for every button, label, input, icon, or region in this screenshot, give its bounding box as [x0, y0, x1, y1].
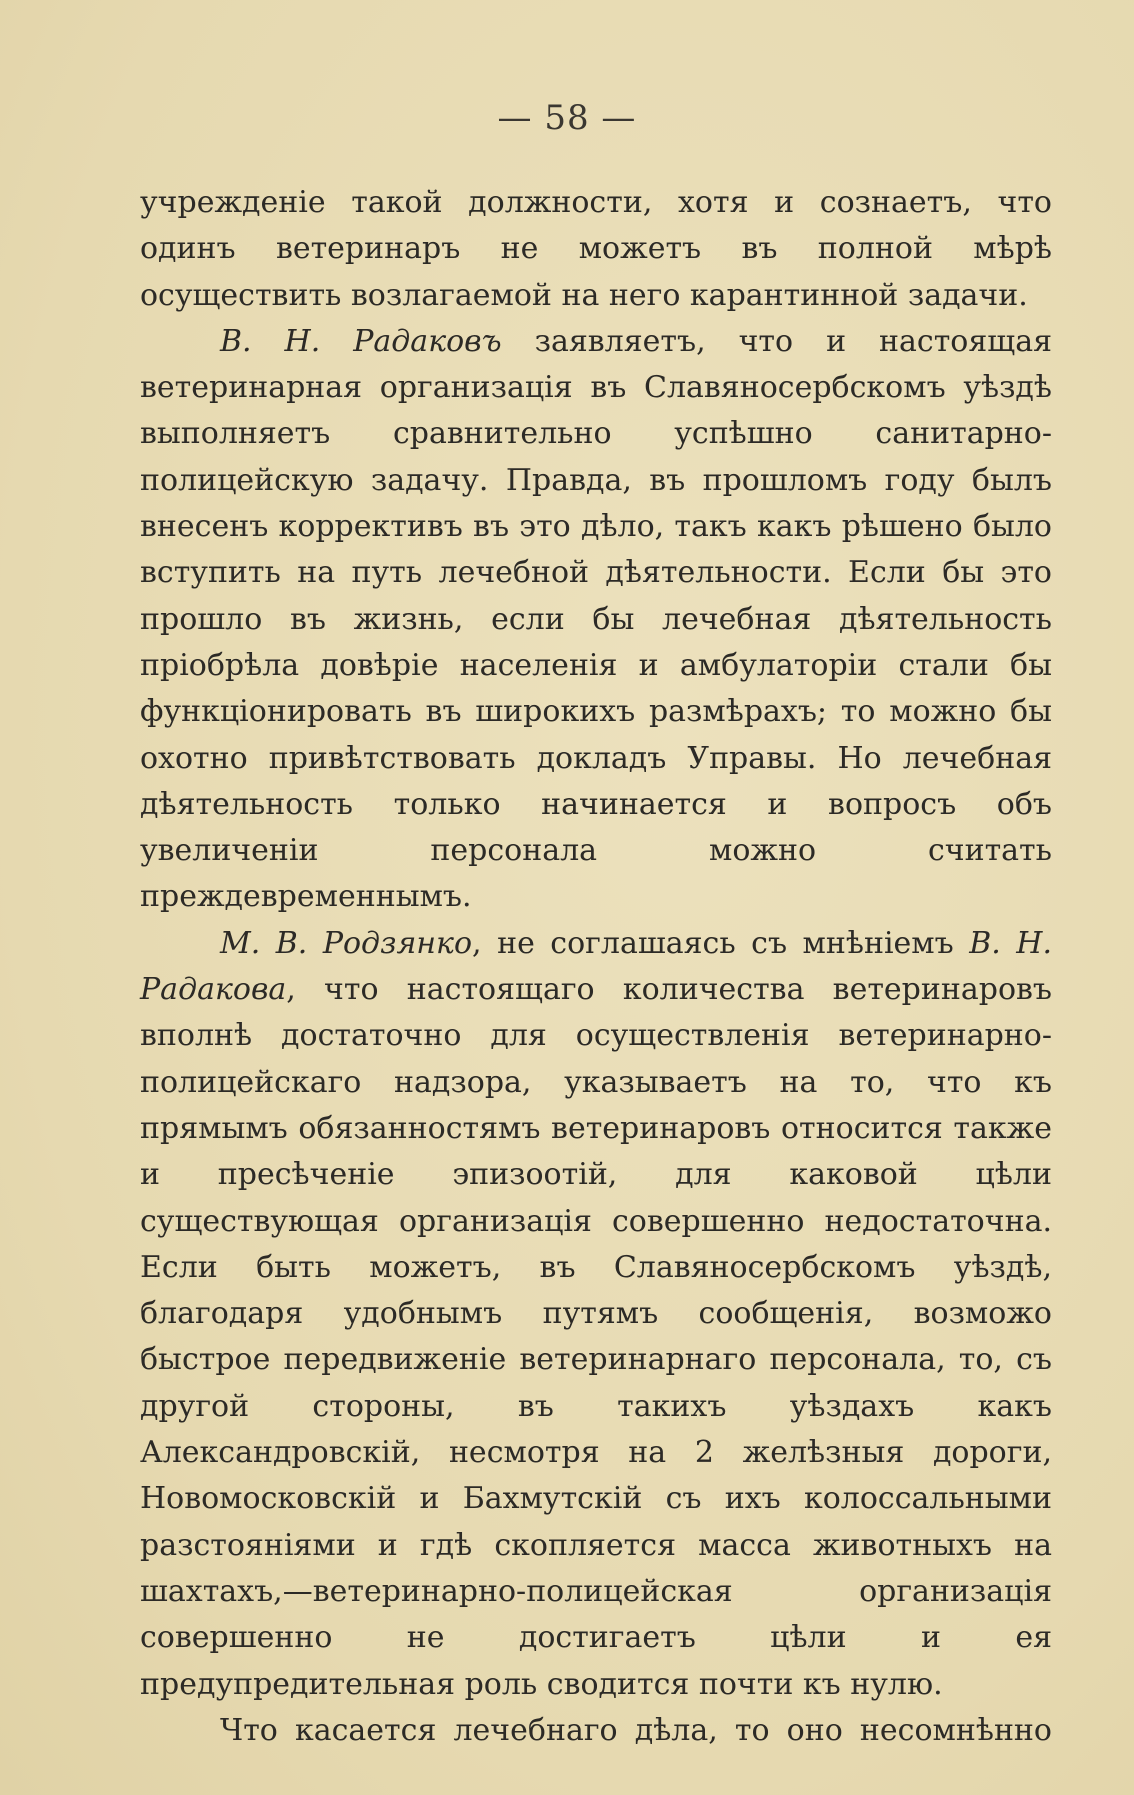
paragraph-3-text-a: , не соглашаясь съ мнѣніемъ	[472, 925, 970, 961]
speaker-rodzianko: М. В. Родзянко	[220, 925, 473, 961]
paragraph-4: Что касается лечебнаго дѣла, то оно несомнѣнно	[220, 1712, 1052, 1748]
speaker-radakov-genitive: В. Н. Радакова	[140, 925, 1052, 1008]
paragraph-1: учрежденіе такой должности, хотя и сознаетъ, что одинъ ветеринаръ не можетъ въ полной мѣрѣ осуществить возлагаемой на него карантинной задачи.	[140, 185, 1052, 313]
body-text	[140, 180, 1052, 1754]
paragraph-2-text: заявляетъ, что и настоящая ветеринарная организація въ Славяносербскомъ уѣздѣ выполняетъ сравнительно успѣшно санитарно-полицейскую задачу. Правда, въ прошломъ году былъ внесенъ коррективъ въ это дѣло, такъ какъ рѣшено было вступить на путь лечебной дѣятельности. Если бы это прошло въ жизнь, если бы лечебная дѣятельность пріобрѣла довѣріе населенія и амбулаторіи стали бы функціонировать въ широкихъ размѣрахъ; то можно бы охотно привѣтствовать докладъ Управы. Но лечебная дѣятельность только начинается и вопросъ объ увеличеніи персонала можно считать преждевременнымъ.	[140, 323, 1053, 915]
paragraph-2	[140, 319, 1052, 921]
speaker-radakov: В. Н. Радаковъ	[220, 323, 502, 359]
paragraph-3	[140, 921, 1052, 1708]
paragraph-3-text-b: , что настоящаго количества ветеринаровъ вполнѣ достаточно для осуществленія ветеринарно-полицейскаго надзора, указываетъ на то, что къ прямымъ обязанностямъ ветеринаровъ относится также и пресѣченіе эпизоотій, для каковой цѣли существующая организація совершенно недостаточна. Если быть можетъ, въ Славяносербскомъ уѣздѣ, благодаря удобнымъ путямъ сообщенія, возможо быстрое передвиженіе ветеринарнаго персонала, то, съ другой стороны, въ такихъ уѣздахъ какъ Александровскій, несмотря на 2 желѣзныя дороги, Новомосковскій и Бахмутскій съ ихъ колоссальными разстояніями и гдѣ скопляется масса животныхъ на шахтахъ,—ветеринарно-полицейская организація совершенно не достигаетъ цѣли и ея предупредительная роль сводится почти къ нулю.	[140, 972, 1052, 1702]
page-number: — 58 —	[497, 98, 637, 138]
